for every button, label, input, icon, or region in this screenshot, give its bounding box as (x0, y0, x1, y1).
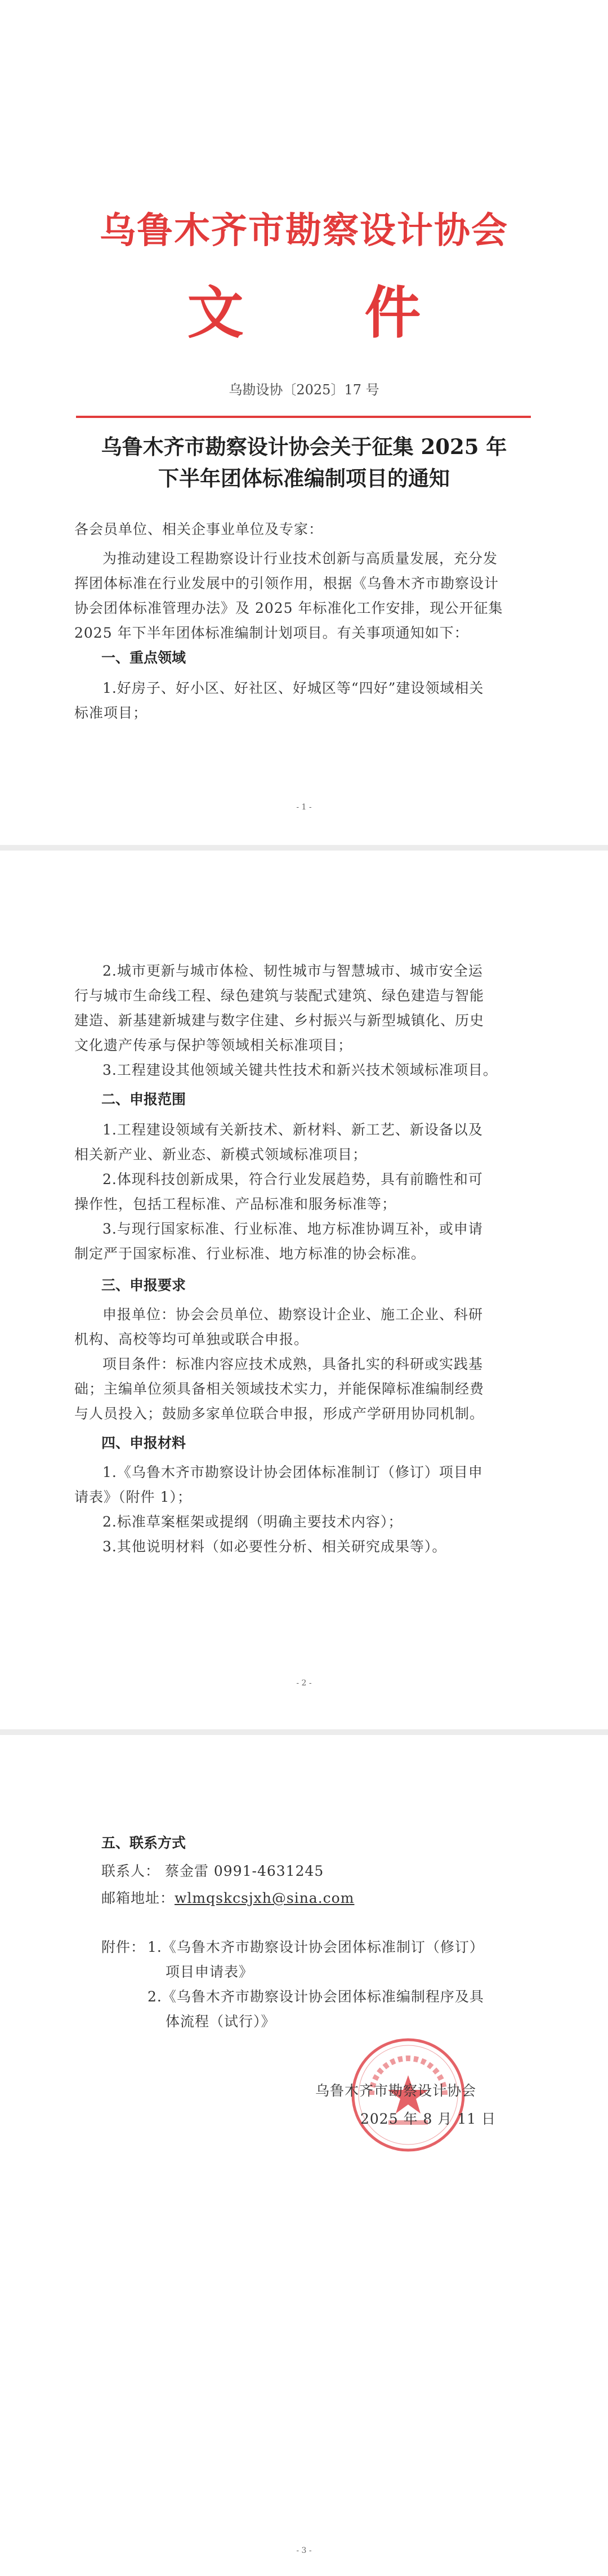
email-address[interactable]: wlmqskcsjxh@sina.com (175, 1890, 355, 1906)
document-word: 文 件 (187, 280, 472, 346)
red-divider (76, 416, 531, 418)
intro-line: 挥团体标准在行业发展中的引领作用，根据《乌鲁木齐市勘察设计 (74, 575, 499, 591)
section-3-heading: 三、申报要求 (101, 1277, 186, 1293)
section-2-items: 1.工程建设领域有关新技术、新材料、新工艺、新设备以及 相关新产业、新业态、新模式领域标准项目； 2.体现科技创新成果，符合行业发展趋势，具有前瞻性和可 操作性，包括工程标准、产品标准和服务标准等； 3.与现行国家标准、行业标准、地方标准协调互补，或申请 制定严于国家标准、行业标准、地方标准的协会标准。 (74, 1122, 483, 1262)
intro-line: 为推动建设工程勘察设计行业技术创新与高质量发展，充分发 (102, 550, 498, 567)
intro-paragraph (74, 546, 542, 646)
section-4-items: 1.《乌鲁木齐市勘察设计协会团体标准制订（修订）项目申 请表》（附件 1）； 2.标准草案框架或提纲（明确主要技术内容）； 3.其他说明材料（如必要性分析、相关研究成果等）。 (74, 1464, 483, 1555)
section-2-heading: 二、申报范围 (101, 1091, 186, 1107)
intro-line: 协会团体标准管理办法》及 2025 年标准化工作安排，现公开征集 (74, 600, 503, 616)
section-1-item-1: 1.好房子、好小区、好社区、好城区等“四好”建设领域相关 标准项目； (74, 680, 484, 721)
title-line-1: 乌鲁木齐市勘察设计协会关于征集 2025 年 (101, 434, 507, 459)
title-line-2: 下半年团体标准编制项目的通知 (158, 466, 450, 491)
attachments-label: 附件： (101, 1939, 146, 1955)
section-1-heading: 一、重点领域 (101, 649, 186, 666)
page-number: - 2 - (296, 1679, 312, 1688)
section-4-heading: 四、申报材料 (101, 1435, 186, 1451)
page-2 (0, 851, 608, 1729)
page-number: - 3 - (296, 2546, 312, 2555)
salutation: 各会员单位、相关企事业单位及专家： (74, 521, 324, 537)
issuer-name: 乌鲁木齐市勘察设计协会 (100, 210, 508, 252)
attachment-1: 1.《乌鲁木齐市勘察设计协会团体标准制订（修订） 项目申请表》 (147, 1939, 484, 1980)
page-number: - 1 - (296, 803, 312, 812)
contact-email-row (101, 1886, 529, 1911)
email-label: 邮箱地址： (101, 1890, 175, 1906)
contact-person: 联系人： 蔡金雷 0991-4631245 (101, 1863, 324, 1879)
attachment-2: 2.《乌鲁木齐市勘察设计协会团体标准编制程序及具 体流程（试行）》 (147, 1988, 484, 2030)
signature-org: 乌鲁木齐市勘察设计协会 (315, 2083, 477, 2099)
section-3-condition: 项目条件：标准内容应技术成熟，具备扎实的科研或实践基 础；主编单位须具备相关领域技术实力，并能保障标准编制经费 与人员投入；鼓励多家单位联合申报，形成产学研用协同机制。 (74, 1356, 485, 1422)
intro-line: 2025 年下半年团体标准编制计划项目。有关事项通知如下： (74, 625, 469, 641)
page-1 (0, 0, 608, 845)
document-title (0, 431, 608, 494)
section-3-unit: 申报单位：协会会员单位、勘察设计企业、施工企业、科研 机构、高校等均可单独或联合申报。 (74, 1306, 484, 1347)
document-number: 乌勘设协〔2025〕17 号 (229, 382, 379, 398)
section-1-item-2: 2.城市更新与城市体检、韧性城市与智慧城市、城市安全运 行与城市生命线工程、绿色建筑与装配式建筑、绿色建造与智能 建造、新基建新城建与数字住建、乡村振兴与新型城镇化、历史 文化遗产传承与保护等领域相关标准项目； (74, 963, 485, 1053)
signature-date: 2025 年 8 月 11 日 (360, 2111, 497, 2127)
page-3 (0, 1735, 608, 2576)
section-1-item-3: 3.工程建设其他领域关键共性技术和新兴技术领域标准项目。 (102, 1062, 498, 1078)
section-5-heading: 五、联系方式 (101, 1835, 186, 1851)
